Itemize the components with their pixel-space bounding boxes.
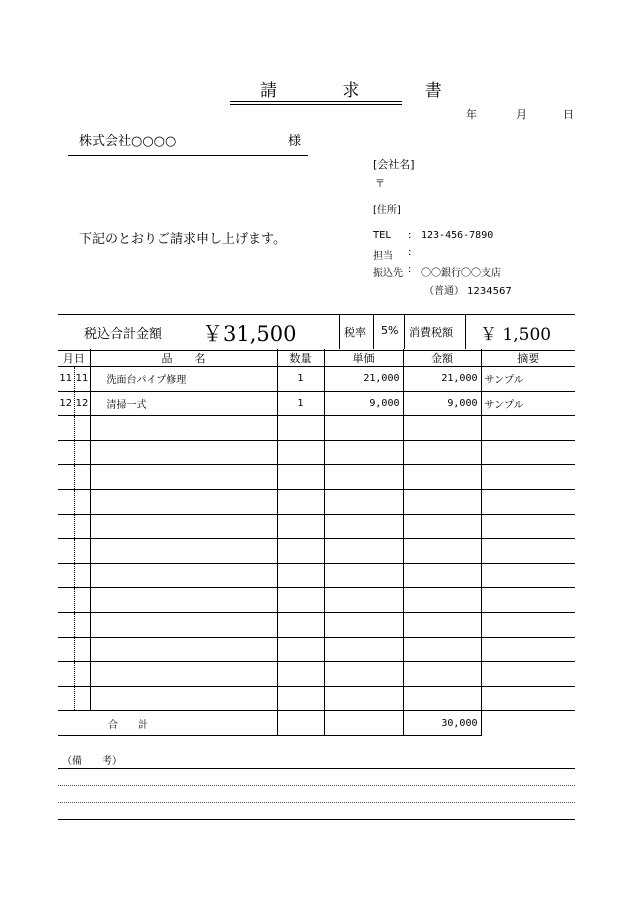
row-quantity[interactable] — [277, 662, 324, 687]
row-unit-price[interactable] — [324, 637, 403, 662]
row-note[interactable] — [481, 440, 575, 465]
row-amount[interactable] — [403, 662, 481, 687]
row-amount[interactable] — [403, 612, 481, 637]
table-row — [58, 539, 575, 564]
address-label[interactable]: [住所] — [373, 205, 401, 216]
total-with-tax-value[interactable]: ￥31,500 — [202, 322, 297, 346]
bank-account[interactable]: （普通） 1234567 — [424, 286, 512, 297]
row-month[interactable]: 12 — [58, 391, 74, 416]
row-quantity[interactable] — [277, 588, 324, 613]
table-row — [58, 416, 575, 441]
notes-label: （備 考） — [62, 756, 122, 767]
line-items-table — [58, 349, 575, 736]
row-amount[interactable] — [403, 489, 481, 514]
row-amount[interactable] — [403, 563, 481, 588]
row-note[interactable] — [481, 489, 575, 514]
row-day[interactable] — [74, 563, 90, 588]
row-note[interactable] — [481, 539, 575, 564]
tel-colon: : — [408, 230, 412, 241]
row-note[interactable] — [481, 465, 575, 490]
row-quantity[interactable] — [277, 612, 324, 637]
client-honorific: 様 — [288, 134, 302, 149]
row-amount[interactable]: 9,000 — [403, 391, 481, 416]
row-day[interactable]: 11 — [74, 367, 90, 392]
row-month[interactable] — [58, 662, 74, 687]
row-day[interactable] — [74, 489, 90, 514]
client-underline — [68, 155, 308, 156]
row-item-name[interactable] — [90, 588, 277, 613]
row-quantity[interactable]: 1 — [277, 391, 324, 416]
row-item-name[interactable] — [90, 563, 277, 588]
row-item-name[interactable] — [90, 539, 277, 564]
table-row — [58, 367, 575, 392]
table-total-row — [58, 711, 575, 736]
row-item-name[interactable] — [90, 465, 277, 490]
row-month[interactable]: 11 — [58, 367, 74, 392]
row-month[interactable] — [58, 539, 74, 564]
row-note[interactable] — [481, 588, 575, 613]
row-quantity[interactable] — [277, 563, 324, 588]
date-day[interactable]: 日 — [563, 108, 574, 121]
invoice-message: 下記のとおりご請求申し上げます。 — [79, 232, 286, 247]
row-month[interactable] — [58, 588, 74, 613]
total-note-cell — [481, 711, 575, 736]
header-date: 月日 — [58, 349, 90, 367]
row-month[interactable] — [58, 637, 74, 662]
person-colon: : — [408, 247, 412, 258]
row-unit-price[interactable] — [324, 489, 403, 514]
row-item-name[interactable] — [90, 514, 277, 539]
notes-line[interactable] — [58, 819, 575, 820]
bank-colon: : — [408, 264, 412, 275]
row-quantity[interactable] — [277, 440, 324, 465]
row-amount[interactable]: 21,000 — [403, 367, 481, 392]
total-amount[interactable]: 30,000 — [403, 711, 481, 736]
tel-label: TEL — [373, 230, 391, 241]
row-item-name[interactable] — [90, 489, 277, 514]
row-unit-price[interactable] — [324, 612, 403, 637]
row-day[interactable] — [74, 440, 90, 465]
row-day[interactable] — [74, 686, 90, 711]
title-underline-double — [230, 104, 402, 105]
notes-line[interactable] — [58, 785, 575, 786]
row-item-name[interactable] — [90, 637, 277, 662]
row-day[interactable] — [74, 514, 90, 539]
row-amount[interactable] — [403, 440, 481, 465]
row-note[interactable] — [481, 514, 575, 539]
row-month[interactable] — [58, 416, 74, 441]
row-item-name[interactable] — [90, 662, 277, 687]
tax-rate-value[interactable]: 5% — [381, 324, 399, 337]
row-quantity[interactable] — [277, 489, 324, 514]
summary-divider — [404, 314, 405, 349]
header-note: 摘要 — [481, 349, 575, 367]
table-row — [58, 440, 575, 465]
row-note[interactable] — [481, 637, 575, 662]
header-amount: 金額 — [403, 349, 481, 367]
table-row — [58, 686, 575, 711]
row-unit-price[interactable] — [324, 514, 403, 539]
row-day[interactable] — [74, 662, 90, 687]
row-unit-price[interactable] — [324, 416, 403, 441]
consumption-tax-label: 消費税額 — [409, 326, 453, 339]
row-amount[interactable] — [403, 514, 481, 539]
row-note[interactable] — [481, 662, 575, 687]
row-amount[interactable] — [403, 637, 481, 662]
row-note[interactable]: サンプル — [481, 367, 575, 392]
row-item-name[interactable] — [90, 440, 277, 465]
company-name-label[interactable]: [会社名] — [373, 158, 415, 171]
row-month[interactable] — [58, 612, 74, 637]
tax-rate-label: 税率 — [344, 326, 366, 339]
row-item-name[interactable]: 洗面台パイプ修理 — [90, 367, 277, 392]
header-item: 品 名 — [90, 349, 277, 367]
row-quantity[interactable] — [277, 539, 324, 564]
total-qty-cell — [277, 711, 324, 736]
summary-divider — [339, 314, 340, 349]
table-row — [58, 563, 575, 588]
table-row — [58, 465, 575, 490]
row-unit-price[interactable] — [324, 588, 403, 613]
row-day[interactable]: 12 — [74, 391, 90, 416]
row-quantity[interactable] — [277, 416, 324, 441]
row-unit-price[interactable] — [324, 539, 403, 564]
document-title: 請 求 書 — [260, 81, 472, 101]
row-note[interactable] — [481, 563, 575, 588]
date-month[interactable]: 月 — [516, 108, 527, 121]
row-unit-price[interactable] — [324, 662, 403, 687]
row-amount[interactable] — [403, 539, 481, 564]
row-quantity[interactable] — [277, 637, 324, 662]
bank-label: 振込先 — [373, 268, 403, 279]
row-month[interactable] — [58, 465, 74, 490]
notes-line[interactable] — [58, 768, 575, 769]
row-quantity[interactable] — [277, 686, 324, 711]
row-amount[interactable] — [403, 416, 481, 441]
row-amount[interactable] — [403, 686, 481, 711]
table-row — [58, 489, 575, 514]
row-quantity[interactable] — [277, 514, 324, 539]
row-note[interactable] — [481, 686, 575, 711]
header-unit-price: 単価 — [324, 349, 403, 367]
row-item-name[interactable] — [90, 612, 277, 637]
table-row — [58, 391, 575, 416]
person-label: 担当 — [373, 251, 393, 262]
row-amount[interactable] — [403, 588, 481, 613]
table-row — [58, 514, 575, 539]
total-unit-cell — [324, 711, 403, 736]
row-unit-price[interactable]: 21,000 — [324, 367, 403, 392]
row-day[interactable] — [74, 612, 90, 637]
row-day[interactable] — [74, 637, 90, 662]
row-quantity[interactable]: 1 — [277, 367, 324, 392]
row-note[interactable]: サンプル — [481, 391, 575, 416]
row-quantity[interactable] — [277, 465, 324, 490]
tel-number[interactable]: 123-456-7890 — [421, 230, 494, 241]
row-item-name[interactable]: 清掃一式 — [90, 391, 277, 416]
title-underline — [230, 101, 402, 102]
row-amount[interactable] — [403, 465, 481, 490]
row-unit-price[interactable] — [324, 465, 403, 490]
table-row — [58, 662, 575, 687]
row-day[interactable] — [74, 465, 90, 490]
header-qty: 数量 — [277, 349, 324, 367]
row-day[interactable] — [74, 588, 90, 613]
summary-divider — [465, 314, 466, 349]
table-row — [58, 612, 575, 637]
table-row — [58, 588, 575, 613]
postal-mark: 〒 — [375, 179, 385, 190]
table-header-row — [58, 349, 575, 367]
row-month[interactable] — [58, 514, 74, 539]
consumption-tax-value[interactable]: ￥ 1,500 — [480, 325, 552, 345]
table-row — [58, 637, 575, 662]
total-label: 合 計 — [58, 711, 277, 736]
row-item-name[interactable] — [90, 686, 277, 711]
row-note[interactable] — [481, 416, 575, 441]
row-day[interactable] — [74, 416, 90, 441]
notes-line[interactable] — [58, 802, 575, 803]
row-month[interactable] — [58, 686, 74, 711]
row-month[interactable] — [58, 440, 74, 465]
summary-divider — [373, 314, 374, 349]
row-unit-price[interactable] — [324, 440, 403, 465]
row-unit-price[interactable] — [324, 686, 403, 711]
client-name[interactable]: 株式会社○○○○ — [79, 134, 177, 149]
row-unit-price[interactable]: 9,000 — [324, 391, 403, 416]
row-item-name[interactable] — [90, 416, 277, 441]
row-month[interactable] — [58, 563, 74, 588]
row-month[interactable] — [58, 489, 74, 514]
row-note[interactable] — [481, 612, 575, 637]
bank-name[interactable]: 〇〇銀行〇〇支店 — [421, 268, 501, 279]
date-year[interactable]: 年 — [466, 108, 477, 121]
row-unit-price[interactable] — [324, 563, 403, 588]
total-with-tax-label: 税込合計金額 — [84, 327, 163, 342]
row-day[interactable] — [74, 539, 90, 564]
